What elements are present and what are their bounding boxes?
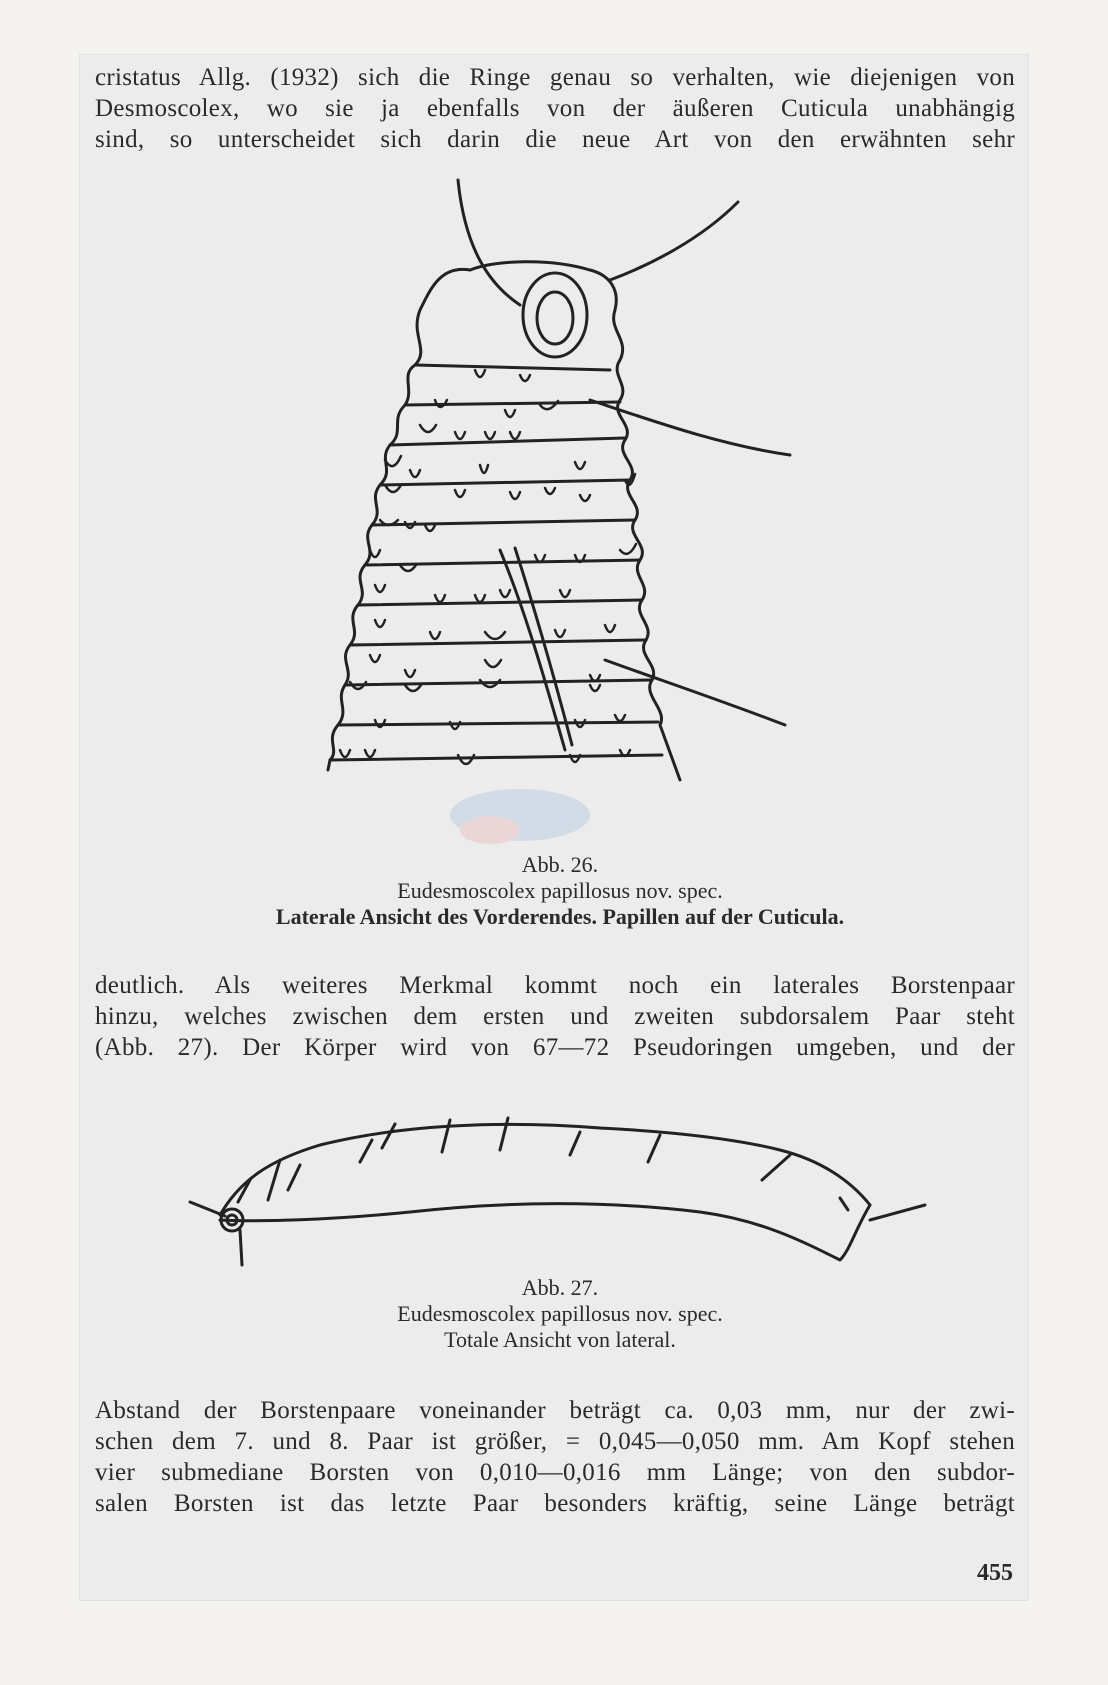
- text-line: Abstand der Borstenpaare voneinander beträgt ca. 0,03 mm, nur der zwi-: [95, 1397, 1015, 1424]
- text-line: sind, so unterscheidet sich darin die neue Art von den erwähnten sehr: [95, 126, 1015, 153]
- top-paragraph: [95, 62, 1015, 155]
- figure-27-species: Eudesmoscolex papillosus nov. spec.: [397, 1301, 723, 1326]
- text-line: Desmoscolex, wo sie ja ebenfalls von der äußeren Cuticula unabhängig: [95, 95, 1015, 122]
- text-line: schen dem 7. und 8. Paar ist größer, = 0,045—0,050 mm. Am Kopf stehen: [95, 1428, 1015, 1455]
- page-number: 455: [977, 1560, 1013, 1586]
- text-line: salen Borsten ist das letzte Paar besonders kräftig, seine Länge beträgt: [95, 1490, 1015, 1517]
- figure-26-drawing: [290, 170, 820, 800]
- text-line: vier submediane Borsten von 0,010—0,016 mm Länge; von den subdor-: [95, 1459, 1015, 1486]
- middle-paragraph: [95, 970, 1015, 1063]
- figure-27-drawing: [180, 1090, 940, 1280]
- watermark: [420, 780, 620, 850]
- figure-27-caption: [180, 1275, 940, 1353]
- figure-27-description: Totale Ansicht von lateral.: [444, 1327, 676, 1352]
- figure-26-description: Laterale Ansicht des Vorderendes. Papillen auf der Cuticula.: [275, 904, 845, 929]
- figure-26-species: Eudesmoscolex papillosus nov. spec.: [397, 878, 723, 903]
- figure-27-label: Abb. 27.: [521, 1275, 599, 1300]
- text-line: hinzu, welches zwischen dem ersten und zweiten subdorsalem Paar steht: [95, 1003, 1015, 1030]
- figure-26-caption: [180, 852, 940, 930]
- figure-26-label: Abb. 26.: [521, 852, 599, 877]
- text-line: cristatus Allg. (1932) sich die Ringe genau so verhalten, wie diejenigen von: [95, 64, 1015, 91]
- text-line: (Abb. 27). Der Körper wird von 67—72 Pseudoringen umgeben, und der: [95, 1034, 1015, 1061]
- bottom-paragraph: [95, 1395, 1015, 1519]
- text-line: deutlich. Als weiteres Merkmal kommt noch ein laterales Borstenpaar: [95, 972, 1015, 999]
